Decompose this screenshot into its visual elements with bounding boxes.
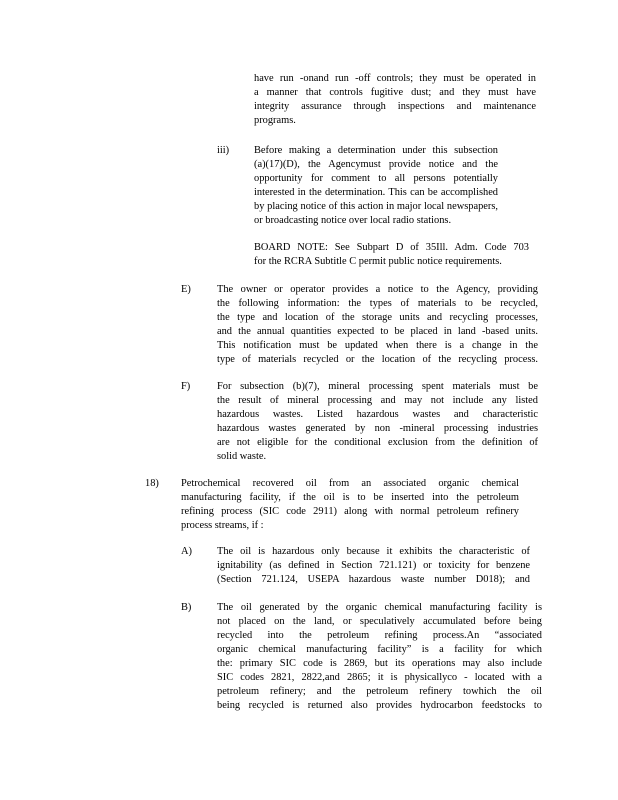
text-line: petroleum refinery; and the petroleum refinery towhich the oil — [217, 686, 542, 697]
text-line: (a)(17)(D), the Agencymust provide notice and the — [254, 159, 498, 170]
text-line: the result of mineral processing and may not include any listed — [217, 395, 538, 406]
item-label-iii: iii) — [217, 145, 230, 156]
text-line: Before making a determination under this subsection — [254, 145, 498, 156]
text-line: SIC codes 2821, 2822,and 2865; it is physicallyco - located with a — [217, 672, 542, 683]
continuation-paragraph — [254, 72, 536, 128]
text-line: refining process (SIC code 2911) along with normal petroleum refinery — [181, 506, 519, 517]
text-line: hazardous wastes generated by non -mineral processing industries — [217, 423, 538, 434]
text-line: not placed on the land, or speculatively accumulated before being — [217, 616, 542, 627]
text-line: by placing notice of this action in major local newspapers, — [254, 201, 498, 212]
text-line: and the annual quantities expected to be placed in land -based units. — [217, 326, 538, 337]
text-line: interested in the determination. This can be accomplished — [254, 187, 498, 198]
text-line: the: primary SIC code is 2869, but its operations may also include — [217, 658, 542, 669]
text-line: integrity assurance through inspections and maintenance — [254, 101, 536, 112]
item-label-e: E) — [181, 284, 191, 295]
text-line: the type and location of the storage units and recycling processes, — [217, 312, 538, 323]
text-line: ignitability (as defined in Section 721.121) or toxicity for benzene — [217, 560, 530, 571]
item-iii-paragraph — [254, 144, 498, 228]
text-line: programs. — [254, 115, 296, 126]
item-18-paragraph — [181, 477, 519, 533]
text-line: the following information: the types of materials to be recycled, — [217, 298, 538, 309]
text-line: This notification must be updated when there is a change in the — [217, 340, 538, 351]
item-f-paragraph — [217, 380, 538, 464]
text-line: are not eligible for the conditional exclusion from the definition of — [217, 437, 538, 448]
text-line: Petrochemical recovered oil from an associated organic chemical — [181, 478, 519, 489]
text-line: organic chemical manufacturing facility” is a facility for which — [217, 644, 542, 655]
board-note — [254, 241, 529, 269]
text-line: or broadcasting notice over local radio stations. — [254, 215, 452, 226]
item-e-paragraph — [217, 283, 538, 367]
text-line: hazardous wastes. Listed hazardous wastes and characteristic — [217, 409, 538, 420]
text-line: recycled into the petroleum refining process.An “associated — [217, 630, 542, 641]
text-line: for the RCRA Subtitle C permit public notice requirements. — [254, 256, 502, 267]
text-line: being recycled is returned also provides hydrocarbon feedstocks to — [217, 700, 542, 711]
text-line: solid waste. — [217, 451, 267, 462]
item-label-f: F) — [181, 381, 191, 392]
text-line: type of materials recycled or the location of the recycling process. — [217, 354, 538, 365]
item-label-b: B) — [181, 602, 192, 613]
text-line: The oil is hazardous only because it exhibits the characteristic of — [217, 546, 530, 557]
text-line: opportunity for comment to all persons potentially — [254, 173, 498, 184]
text-line: The owner or operator provides a notice to the Agency, providing — [217, 284, 538, 295]
text-line: manufacturing facility, if the oil is to be inserted into the petroleum — [181, 492, 519, 503]
text-line: (Section 721.124, USEPA hazardous waste number D018); and — [217, 574, 530, 585]
item-b-paragraph — [217, 601, 542, 713]
text-line: BOARD NOTE: See Subpart D of 35Ill. Adm. Code 703 — [254, 242, 529, 253]
text-line: a manner that controls fugitive dust; and they must have — [254, 87, 536, 98]
item-label-a: A) — [181, 546, 192, 557]
text-line: have run -onand run -off controls; they must be operated in — [254, 73, 536, 84]
item-label-18: 18) — [145, 478, 159, 489]
text-line: process streams, if : — [181, 520, 264, 531]
item-a-paragraph — [217, 545, 530, 587]
text-line: For subsection (b)(7), mineral processing spent materials must be — [217, 381, 538, 392]
text-line: The oil generated by the organic chemical manufacturing facility is — [217, 602, 542, 613]
